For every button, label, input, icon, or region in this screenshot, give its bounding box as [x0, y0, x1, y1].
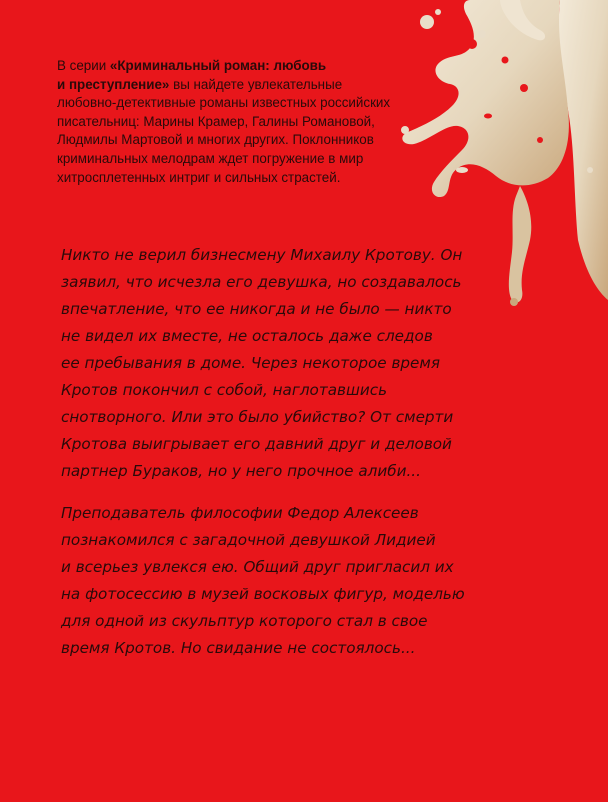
story-line: Кротова выигрывает его давний друг и деловой — [61, 435, 452, 453]
series-line: любовно-детективные романы известных российских — [57, 95, 391, 111]
story-line: заявил, что исчезла его девушка, но создавалось — [61, 273, 462, 291]
series-description — [57, 57, 477, 187]
story-line: на фотосессию в музей восковых фигур, моделью — [61, 585, 465, 603]
story-line: снотворного. Или это было убийство? От смерти — [61, 408, 454, 426]
story-line: и всерьез увлекся ею. Общий друг пригласил их — [61, 558, 454, 576]
series-line-1: В серии «Криминальный роман: любовь — [57, 58, 327, 73]
story-line: ее пребывания в доме. Через некоторое время — [61, 354, 440, 372]
series-line: Людмилы Мартовой и многих других. Поклонников — [57, 132, 374, 148]
story-paragraph-2 — [61, 500, 481, 662]
story-line: познакомился с загадочной девушкой Лидией — [61, 531, 436, 549]
story-line: Преподаватель философии Федор Алексеев — [61, 504, 419, 522]
series-title-part-1: «Криминальный роман: любовь — [109, 58, 327, 73]
series-line: хитросплетенных интриг и сильных страстей. — [57, 169, 341, 185]
story-line: впечатление, что ее никогда и не было — никто — [61, 300, 452, 318]
series-line: писательниц: Марины Крамер, Галины Романовой, — [57, 113, 375, 129]
story-line: Кротов покончил с собой, наглотавшись — [61, 381, 388, 399]
story-line: не видел их вместе, не осталось даже следов — [61, 327, 433, 345]
story-paragraph-1 — [61, 242, 481, 485]
series-line: криминальных мелодрам ждет погружение в мир — [57, 150, 364, 166]
story-line: партнер Бураков, но у него прочное алиби... — [61, 462, 421, 480]
series-title-part-2: и преступление» — [57, 76, 170, 92]
story-line: время Кротов. Но свидание не состоялось... — [61, 639, 416, 657]
story-line: для одной из скульптур которого стал в свое — [61, 612, 428, 630]
story-line: Никто не верил бизнесмену Михаилу Кротову. Он — [61, 246, 463, 264]
series-line-2: и преступление» вы найдете увлекательные — [57, 76, 343, 92]
